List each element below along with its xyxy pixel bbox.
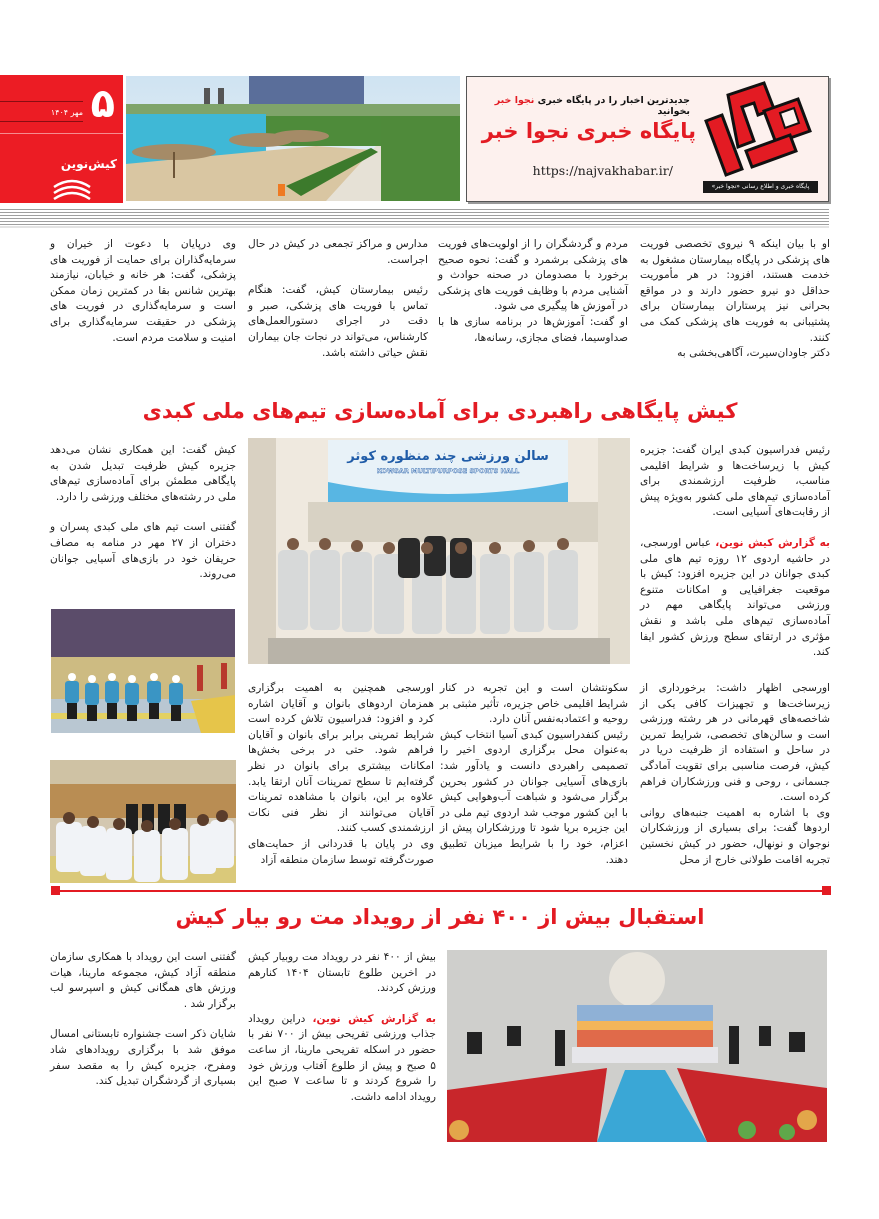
lead-source: به گزارش کیش نوین، bbox=[312, 1012, 436, 1025]
logo-caption: پایگاه خبری و اطلاع رسانی «نجوا خبر» bbox=[703, 181, 818, 193]
sign-text-en: KOWSAR MULTIPURPOSE SPORTS HALL bbox=[376, 467, 520, 475]
najva-khabar-ad[interactable] bbox=[466, 76, 829, 202]
article2-col-b2: سکونتشان است و این تجربه در کنار شرایط اقلیمی خاص جزیره، تأثیر مثبتی بر روحیه و اعتمادبه‌نفس آنان دارد. رئیس کنفدراسیون کبدی آسیا انتخاب کیش به‌عنوان محل برگزاری اردوی اخیر را تصمیمی راهبردی دانست و یادآور شد: بازی‌های آسیایی جوانان در کشور بحرین برگزار می‌شود و شباهت آب‌وهوایی کیش با این کشور موجب شد اردوی تیم ملی در این جزیره برپا شود تا ورزشکاران پیش از اعزام، خود را با شرایط میزبان تطبیق دهند. bbox=[440, 682, 628, 866]
najva-logo-icon bbox=[698, 81, 818, 177]
divider bbox=[0, 121, 83, 122]
beach-promenade-photo bbox=[126, 76, 460, 201]
article2-col-right: رئیس فدراسیون کبدی ایران گفت: جزیره کیش با زیرساخت‌ها و شرایط اقلیمی مناسب، ظرفیت ارزشمندی برای آماده‌سازی تیم‌های ملی کشور به‌ویژه پیش از رقابت‌های آسیایی است. به گزارش کیش نوین، عباس اورسجی، در حاشیه اردوی ۱۲ روزه تیم های ملی کبدی جوانان در این جزیره افزود: کیش با موقعیت جغرافیایی و امکانات متنوع ورزشی می‌تواند پایگاهی مهم در آماده‌سازی تیم‌های ملی باشد و نقش مؤثری در ارتقای سطح ورزش کشور ایفا کند. bbox=[640, 444, 830, 659]
article3-col1: بیش از ۴۰۰ نفر در رویداد مت روبیار کیش در اخرین طلوع تابستان ۱۴۰۴ کنارهم ورزش کردند. به گزارش کیش نوین، دراین رویداد جذاب ورزشی تفریحی بیش از ۷۰۰ نفر با حضور در اسکله تفریحی مارینا، از ساعت ۵ صبح و پیش از طلوع آفتاب ورزش خود را شروع کردند و تا ساعت ۷ صبح این رویداد ادامه داشت. bbox=[248, 951, 436, 1103]
mat-event-photo bbox=[447, 950, 827, 1142]
article3-col2: گفتنی است این رویداد با همکاری سازمان منطقه آزاد کیش، مجموعه مارینا، هیات ورزش های همگانی کیش و اسپرسو لب برگزار شد . شایان ذکر است جشنواره تابستانی امسال موفق شد با برگزاری رویدادهای شاد ومفرح، جزیره کیش را به مقصد سفر بسیاری از گردشگران تبدیل کند. bbox=[50, 951, 236, 1088]
article2-col-left: کیش گفت: این همکاری نشان می‌دهد جزیره کیش ظرفیت تبدیل شدن به پایگاهی مطمئن برای آماده‌سازی تیم‌های ملی در رشته‌های مختلف ورزشی را دارد. گفتنی است تیم های ملی کبدی پسران و دختران از ۲۷ مهر در منامه به مصاف حریفان خود در بازی‌های آسیایی جوانان می‌روند. bbox=[50, 444, 236, 581]
divider-marker bbox=[51, 886, 60, 895]
issue-date: مهر ۱۴۰۴ bbox=[50, 108, 83, 117]
team-photo bbox=[248, 438, 630, 664]
article3-headline: استقبال بیش از ۴۰۰ نفر از رویداد مت رو بیار کیش bbox=[175, 905, 705, 929]
article2-col-b3: اورسجی همچنین به اهمیت برگزاری همزمان اردوهای بانوان و آقایان اشاره کرد و افزود: فدراسیون تلاش کرده است شرایط تمرینی برابر برای بانوان و آقایان فراهم شود. حتی در برخی بخش‌ها امکانات بیشتری برای بانوان در نظر گرفته‌ایم تا سطح تمرینات آنان ارتقا یابد. علاوه بر این، بانوان با مشاهده تمرینات آقایان می‌توانند از نظر فنی نکات ارزشمندی کسب کنند. وی در پایان با قدردانی از حمایت‌های صورت‌گرفته توسط سازمان منطقه آزاد bbox=[248, 682, 434, 866]
men-huddle-photo bbox=[50, 760, 236, 883]
article1-col1: او با بیان اینکه ۹ نیروی تخصصی فوریت های پزشکی در پایگاه بیمارستان مشغول به خدمت هستند، افزود: در هر مأموریت حداقل دو نیرو حضور دارند و در مواقع بحرانی نیز پرستاران بیمارستان برای پشتیبانی به فوریت های پزشکی کمک می کنند. دکتر جاودان‌سیرت، آگاهی‌بخشی به bbox=[640, 238, 830, 360]
waves-logo-icon bbox=[52, 175, 92, 201]
ad-url-link[interactable]: https://najvakhabar.ir/ bbox=[532, 163, 673, 178]
sign-text-fa: سالن ورزشی چند منظوره کوثر bbox=[347, 449, 549, 464]
lead-source: به گزارش کیش نوین، bbox=[715, 536, 830, 549]
article2-col-b1: اورسجی اظهار داشت: برخورداری از زیرساخت‌ها و تجهیزات کافی یکی از شاخصه‌های قهرمانی در هر رشته ورزشی است و سالن‌های تخصصی، شرایط تمرین در ساحل و استفاده از ظرفیت دریا در کیش، فرصت مناسبی برای تقویت آمادگی جسمانی ، روحی و فنی ورزشکاران فراهم کرده است. وی با اشاره به اهمیت جنبه‌های روانی اردوها گفت: برای بسیاری از ورزشکاران نوجوان و نونهال، حضور در کیش نخستین تجربه اقامت طولانی خارج از محل bbox=[640, 682, 830, 866]
article1-col3: مدارس و مراکز تجمعی در کیش در حال اجراست. رئیس بیمارستان کیش، گفت: هنگام تماس با فوریت های پزشکی، صبر و دقت در اجرای دستورالعمل‌های کارشناس، می‌تواند در نجات جان بیماران نقش حیاتی داشته باشد. bbox=[248, 238, 428, 359]
women-training-photo bbox=[51, 609, 235, 733]
article2-headline: کیش پایگاهی راهبردی برای آماده‌سازی تیم‌های ملی کبدی bbox=[142, 399, 738, 423]
ad-title: پایگاه خبری نجوا خبر bbox=[481, 119, 696, 143]
page-tab bbox=[0, 75, 123, 203]
divider bbox=[0, 101, 83, 102]
header-separator bbox=[0, 209, 829, 225]
section-divider bbox=[53, 890, 825, 892]
page-number: ۵ bbox=[90, 81, 115, 127]
ad-tagline: جدیدترین اخبار را در پایگاه خبری نجوا خبر بخوانید bbox=[494, 95, 690, 117]
divider-marker bbox=[822, 886, 831, 895]
article1-col4: وی درپایان با دعوت از خیران و سرمایه‌گذاران برای حمایت از فوریت های پزشکی، گفت: هر خانه و خیابان، نیازمند بهترین شانس بقا در کمترین زمان ممکن است و سرمایه‌گذاری در فوریت های پزشکی در حقیقت سرمایه‌گذاری برای امنیت و سلامت مردم است. bbox=[50, 238, 236, 344]
divider bbox=[0, 133, 123, 134]
article1-col2: مردم و گردشگران را از اولویت‌های فوریت های پزشکی برشمرد و گفت: نحوه صحیح برخورد با مصدومان در صحنه حوادث و آشنایی مردم با وظایف فوریت های پزشکی در آموزش ها پیگیری می شود. او گفت: آموزش‌ها در برنامه سازی ها با صداوسیما، فضای مجازی، رسانه‌ها، bbox=[438, 238, 628, 344]
brand-name: کیش‌نوین bbox=[60, 157, 117, 171]
